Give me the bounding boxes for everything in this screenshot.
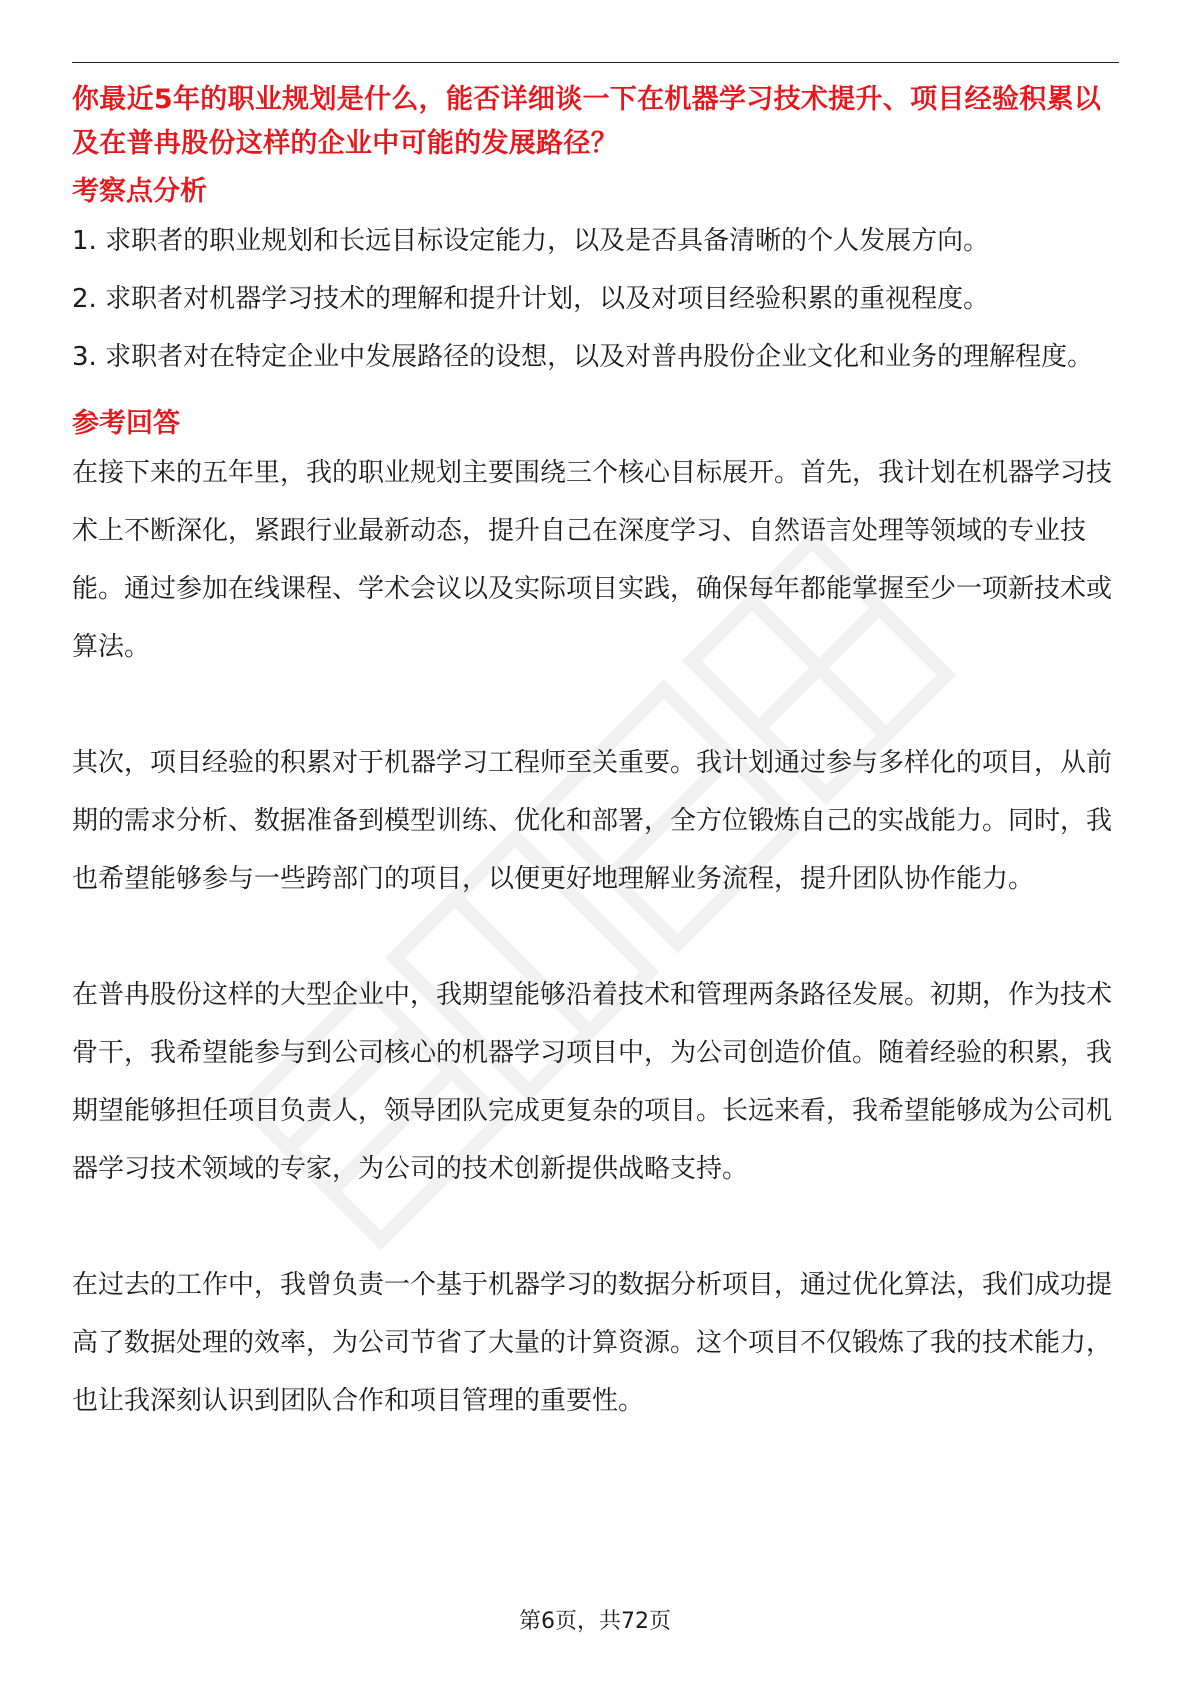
answer-paragraph: 其次，项目经验的积累对于机器学习工程师至关重要。我计划通过参与多样化的项目，从前期的需求分析、数据准备到模型训练、优化和部署，全方位锻炼自己的实战能力。同时，我也希望能够参与一些跨部门的项目，以便更好地理解业务流程，提升团队协作能力。 [72, 748, 1113, 894]
question-heading: 你最近5年的职业规划是什么，能否详细谈一下在机器学习技术提升、项目经验积累以及在普冉股份这样的企业中可能的发展路径？ [72, 84, 1102, 159]
answer-paragraph: 在普冉股份这样的大型企业中，我期望能够沿着技术和管理两条路径发展。初期，作为技术骨干，我希望能参与到公司核心的机器学习项目中，为公司创造价值。随着经验的积累，我期望能够担任项目负责人，领导团队完成更复杂的项目。长远来看，我希望能够成为公司机器学习技术领域的专家，为公司的技术创新提供战略支持。 [72, 980, 1113, 1184]
header-rule [72, 62, 1119, 63]
analysis-item: 1. 求职者的职业规划和长远目标设定能力，以及是否具备清晰的个人发展方向。 [72, 226, 990, 256]
answer-paragraph: 在过去的工作中，我曾负责一个基于机器学习的数据分析项目，通过优化算法，我们成功提高了数据处理的效率，为公司节省了大量的计算资源。这个项目不仅锻炼了我的技术能力，也让我深刻认识到团队合作和项目管理的重要性。 [72, 1270, 1113, 1416]
answer-title: 参考回答 [72, 408, 180, 439]
analysis-item: 2. 求职者对机器学习技术的理解和提升计划，以及对项目经验积累的重视程度。 [72, 284, 990, 314]
analysis-title: 考察点分析 [72, 176, 207, 207]
page-content [72, 78, 1122, 1430]
analysis-list [72, 212, 1122, 386]
page-number: 第6页，共72页 [519, 1609, 671, 1634]
analysis-item: 3. 求职者对在特定企业中发展路径的设想，以及对普冉股份企业文化和业务的理解程度。 [72, 342, 1094, 372]
answer-paragraph: 在接下来的五年里，我的职业规划主要围绕三个核心目标展开。首先，我计划在机器学习技术上不断深化，紧跟行业最新动态，提升自己在深度学习、自然语言处理等领域的专业技能。通过参加在线课程、学术会议以及实际项目实践，确保每年都能掌握至少一项新技术或算法。 [72, 458, 1113, 662]
